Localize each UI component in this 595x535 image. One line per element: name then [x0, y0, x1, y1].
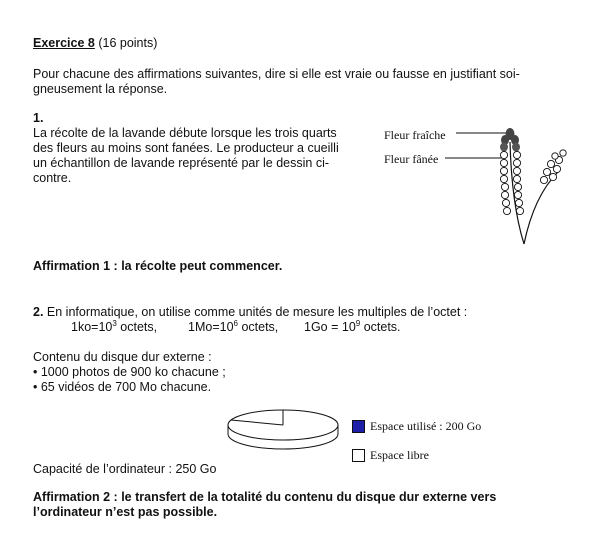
legend-free-swatch — [352, 449, 365, 462]
unit-ko-base: 1ko=10 — [71, 320, 113, 334]
q1-line-4: contre. — [33, 171, 72, 185]
legend-used-label: Espace utilisé : 200 Go — [370, 419, 482, 433]
unit-go-suffix: octets. — [360, 320, 401, 334]
disk-contents — [33, 350, 226, 395]
exercise-title: Exercice 8 — [33, 36, 95, 50]
lavender-drawing — [440, 120, 590, 250]
intro-line-1: Pour chacune des affirmations suivantes, dire si elle est vraie ou fausse en justifiant soi- — [33, 67, 520, 81]
unit-go-exp: 9 — [355, 318, 361, 328]
q1-paragraph — [33, 126, 339, 186]
intro-line-2: gneusement la réponse. — [33, 82, 168, 96]
intro-paragraph — [33, 67, 520, 97]
unit-ko-suffix: octets, — [116, 320, 158, 334]
label-fresh-flower: Fleur fraîche — [384, 128, 446, 142]
unit-go — [304, 320, 401, 334]
exercise-heading — [33, 36, 157, 50]
q1-line-3: un échantillon de lavande représenté par le dessin ci- — [33, 156, 330, 170]
disk-item-photos: • 1000 photos de 900 ko chacune ; — [33, 365, 226, 379]
affirmation-1: Affirmation 1 : la récolte peut commencer. — [33, 259, 283, 273]
affirmation-2-line-2: l’ordinateur n’est pas possible. — [33, 505, 218, 519]
exercise-points: (16 points) — [94, 36, 158, 50]
legend-used-swatch — [352, 420, 365, 433]
unit-go-base: 1Go = 10 — [304, 320, 356, 334]
disk-item-videos: • 65 vidéos de 700 Mo chacune. — [33, 380, 212, 394]
q2-number: 2. — [33, 305, 44, 319]
unit-mo-base: 1Mo=10 — [188, 320, 234, 334]
computer-capacity: Capacité de l’ordinateur : 250 Go — [33, 462, 217, 476]
unit-ko-exp: 3 — [112, 318, 117, 328]
side-stem — [524, 172, 558, 244]
affirmation-2 — [33, 490, 496, 520]
unit-mo-exp: 6 — [233, 318, 238, 328]
q2-text: En informatique, on utilise comme unités de mesure les multiples de l’octet : — [43, 305, 468, 319]
disk-usage-pie — [222, 407, 344, 457]
q2-intro — [33, 305, 467, 319]
unit-ko — [71, 320, 157, 334]
affirmation-2-line-1: Affirmation 2 : le transfert de la totalité du contenu du disque dur externe vers — [33, 490, 497, 504]
unit-mo-suffix: octets, — [237, 320, 279, 334]
unit-mo — [188, 320, 278, 334]
q1-line-2: des fleurs au moins sont fanées. Le producteur a cueilli — [33, 141, 339, 155]
label-faded-flower: Fleur fânée — [384, 152, 439, 166]
side-faded-flowers — [540, 150, 566, 184]
q1-number: 1. — [33, 111, 44, 125]
disk-title: Contenu du disque dur externe : — [33, 350, 212, 364]
legend-free-label: Espace libre — [370, 448, 429, 462]
q1-line-1: La récolte de la lavande débute lorsque les trois quarts — [33, 126, 337, 140]
